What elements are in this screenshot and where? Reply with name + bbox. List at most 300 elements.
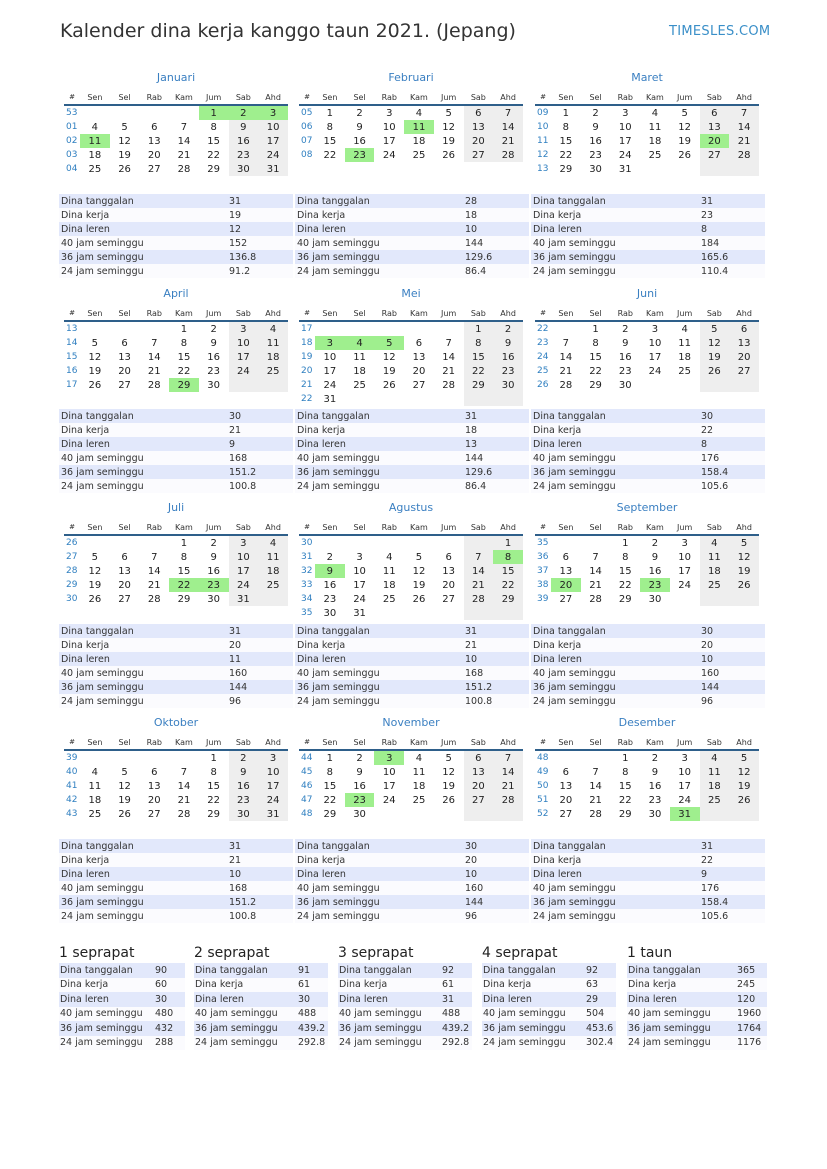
day-cell: 2 bbox=[651, 537, 659, 549]
week-number: 30 bbox=[301, 538, 313, 548]
day-cell: 10 bbox=[648, 337, 662, 349]
week-row bbox=[64, 134, 288, 148]
week-number: 01 bbox=[66, 122, 78, 132]
week-number: 26 bbox=[537, 380, 549, 390]
day-cell: 5 bbox=[445, 107, 452, 119]
day-cell: 24 bbox=[382, 794, 396, 806]
stats-label: Dina tanggalan bbox=[531, 839, 699, 853]
week-number: 11 bbox=[537, 136, 549, 146]
day-cell: 27 bbox=[442, 593, 456, 605]
day-cell: 21 bbox=[729, 134, 759, 148]
day-cell: 9 bbox=[592, 121, 599, 133]
stats-label: 36 jam seminggu bbox=[59, 465, 227, 479]
day-cell: 7 bbox=[151, 337, 158, 349]
day-cell: 18 bbox=[258, 564, 288, 578]
stats-label: 40 jam seminggu bbox=[59, 451, 227, 465]
stats-value: 144 bbox=[463, 895, 529, 909]
day-cell: 28 bbox=[147, 379, 161, 391]
stats-row bbox=[194, 963, 328, 978]
month-name: Desember bbox=[618, 716, 676, 729]
week-number: 39 bbox=[66, 753, 78, 763]
stats-value: 176 bbox=[699, 881, 765, 895]
stats-value: 11 bbox=[227, 652, 293, 666]
stats-label: 36 jam seminggu bbox=[295, 680, 463, 694]
week-number: 47 bbox=[301, 795, 313, 805]
day-cell: 30 bbox=[323, 607, 337, 619]
stats-value: 30 bbox=[227, 409, 293, 423]
weekday-header: Jum bbox=[199, 306, 229, 321]
empty-day-cell bbox=[404, 606, 434, 620]
month-name: September bbox=[616, 501, 678, 514]
stats-label: 24 jam seminggu bbox=[295, 694, 463, 708]
holiday-day-cell: 23 bbox=[199, 578, 229, 592]
day-cell: 13 bbox=[118, 351, 131, 363]
week-number: 43 bbox=[66, 809, 78, 819]
week-number: 50 bbox=[537, 781, 549, 791]
stats-label: 36 jam seminggu bbox=[482, 1021, 585, 1036]
stats-value: 439.2 bbox=[297, 1021, 328, 1036]
weekday-header: # bbox=[64, 520, 80, 535]
week-number: 44 bbox=[301, 753, 313, 763]
week-number: 53 bbox=[66, 108, 78, 118]
stats-value: 86.4 bbox=[463, 479, 529, 493]
day-cell: 27 bbox=[559, 593, 573, 605]
day-cell: 21 bbox=[589, 579, 602, 591]
week-row bbox=[299, 578, 523, 592]
holiday-day-cell: 2 bbox=[229, 105, 259, 120]
stats-value: 10 bbox=[699, 652, 765, 666]
week-number: 30 bbox=[66, 594, 78, 604]
weekday-header: Jum bbox=[670, 306, 700, 321]
day-cell: 2 bbox=[356, 752, 363, 764]
quarter-title: 3 seprapat bbox=[338, 945, 414, 961]
week-number: 10 bbox=[537, 122, 549, 132]
week-number: 37 bbox=[537, 566, 549, 576]
day-cell: 8 bbox=[326, 121, 334, 133]
stats-label: Dina leren bbox=[531, 867, 699, 881]
day-cell: 14 bbox=[464, 564, 494, 578]
day-cell: 19 bbox=[118, 794, 131, 806]
stats-row bbox=[59, 652, 293, 666]
empty-day-cell bbox=[700, 378, 730, 392]
stats-label: 24 jam seminggu bbox=[531, 479, 699, 493]
day-cell: 13 bbox=[464, 120, 494, 134]
week-number: 51 bbox=[537, 795, 549, 805]
stats-label: 24 jam seminggu bbox=[59, 264, 227, 278]
stats-row bbox=[59, 839, 293, 853]
week-number: 48 bbox=[301, 809, 313, 819]
day-cell: 27 bbox=[118, 379, 131, 391]
day-cell: 8 bbox=[464, 336, 494, 350]
day-cell: 1 bbox=[464, 321, 494, 336]
day-cell: 23 bbox=[648, 794, 662, 806]
day-cell: 15 bbox=[207, 780, 221, 792]
day-cell: 27 bbox=[118, 593, 131, 605]
stats-label: 36 jam seminggu bbox=[59, 250, 227, 264]
weekday-header: Rab bbox=[374, 90, 404, 105]
day-cell: 6 bbox=[562, 551, 570, 563]
stats-value: 151.2 bbox=[227, 895, 293, 909]
month-calendar bbox=[535, 520, 759, 606]
week-row bbox=[299, 364, 523, 378]
weekday-header: Ahd bbox=[493, 90, 523, 105]
month-maret bbox=[535, 70, 759, 176]
stats-row bbox=[295, 194, 529, 208]
day-cell: 10 bbox=[258, 120, 288, 134]
stats-value: 105.6 bbox=[699, 909, 765, 923]
empty-day-cell bbox=[700, 807, 730, 821]
day-cell: 15 bbox=[618, 565, 632, 577]
day-cell: 31 bbox=[258, 807, 288, 821]
stats-value: 29 bbox=[585, 992, 616, 1007]
stats-value: 129.6 bbox=[463, 465, 529, 479]
stats-row bbox=[482, 1021, 616, 1036]
day-cell: 6 bbox=[729, 321, 759, 336]
stats-label: Dina leren bbox=[338, 992, 441, 1007]
day-cell: 21 bbox=[147, 365, 161, 377]
stats-value: 158.4 bbox=[699, 895, 765, 909]
week-number: 34 bbox=[301, 594, 313, 604]
day-cell: 18 bbox=[700, 564, 730, 578]
weekday-header: Sen bbox=[315, 520, 345, 535]
empty-day-cell bbox=[581, 750, 611, 765]
stats-value: 160 bbox=[227, 666, 293, 680]
weekday-header: # bbox=[64, 735, 80, 750]
stats-label: Dina tanggalan bbox=[531, 409, 699, 423]
day-cell: 16 bbox=[493, 350, 523, 364]
day-cell: 29 bbox=[177, 593, 191, 605]
weekday-header: Sab bbox=[464, 90, 494, 105]
day-cell: 7 bbox=[592, 766, 599, 778]
week-row bbox=[64, 807, 288, 821]
day-cell: 1 bbox=[210, 752, 217, 764]
weekday-header: Sen bbox=[80, 735, 110, 750]
stats-value: 23 bbox=[699, 208, 765, 222]
stats-value: 453.6 bbox=[585, 1021, 616, 1036]
weekday-header: # bbox=[535, 520, 551, 535]
quarter-title: 1 seprapat bbox=[59, 945, 135, 961]
weekday-header: Sen bbox=[551, 306, 581, 321]
stats-row bbox=[531, 839, 765, 853]
stats-value: 8 bbox=[699, 437, 765, 451]
weekday-header: Sen bbox=[315, 90, 345, 105]
week-row bbox=[299, 592, 523, 606]
day-cell: 5 bbox=[700, 321, 730, 336]
stats-row bbox=[531, 465, 765, 479]
holiday-day-cell: 3 bbox=[374, 750, 404, 765]
day-cell: 25 bbox=[700, 793, 730, 807]
day-cell: 10 bbox=[678, 551, 692, 563]
month-stats-table bbox=[295, 409, 529, 493]
stats-row bbox=[531, 236, 765, 250]
day-cell: 17 bbox=[258, 779, 288, 793]
stats-row bbox=[531, 680, 765, 694]
day-cell: 16 bbox=[207, 565, 221, 577]
weekday-header: Rab bbox=[139, 306, 169, 321]
stats-label: Dina tanggalan bbox=[338, 963, 441, 978]
day-cell: 9 bbox=[229, 120, 259, 134]
month-name: Maret bbox=[631, 71, 663, 84]
day-cell: 4 bbox=[700, 750, 730, 765]
stats-value: 165.6 bbox=[699, 250, 765, 264]
day-cell: 17 bbox=[353, 579, 366, 591]
stats-row bbox=[531, 222, 765, 236]
month-november bbox=[299, 715, 523, 821]
month-calendar bbox=[299, 90, 523, 162]
weekday-header: Ahd bbox=[258, 735, 288, 750]
stats-row bbox=[295, 479, 529, 493]
day-cell: 21 bbox=[177, 794, 191, 806]
day-cell: 9 bbox=[210, 337, 217, 349]
day-cell: 16 bbox=[229, 134, 259, 148]
stats-label: Dina tanggalan bbox=[194, 963, 297, 978]
stats-value: 20 bbox=[699, 638, 765, 652]
stats-row bbox=[531, 451, 765, 465]
day-cell: 2 bbox=[210, 323, 217, 335]
stats-value: 20 bbox=[463, 853, 529, 867]
week-number: 48 bbox=[537, 753, 549, 763]
day-cell: 21 bbox=[442, 365, 456, 377]
stats-value: 288 bbox=[154, 1036, 185, 1051]
day-cell: 6 bbox=[121, 551, 128, 563]
day-cell: 12 bbox=[88, 565, 102, 577]
day-cell: 26 bbox=[118, 163, 131, 175]
stats-label: Dina leren bbox=[482, 992, 585, 1007]
day-cell: 2 bbox=[622, 323, 629, 335]
stats-label: 36 jam seminggu bbox=[295, 895, 463, 909]
day-cell: 24 bbox=[323, 379, 337, 391]
empty-day-cell bbox=[434, 535, 464, 550]
stats-label: Dina tanggalan bbox=[482, 963, 585, 978]
empty-day-cell bbox=[404, 807, 434, 821]
day-cell: 30 bbox=[648, 808, 662, 820]
stats-value: 100.8 bbox=[227, 909, 293, 923]
month-calendar bbox=[64, 306, 288, 392]
empty-day-cell bbox=[434, 392, 464, 406]
empty-day-cell bbox=[258, 592, 288, 606]
empty-day-cell bbox=[640, 162, 670, 176]
day-cell: 14 bbox=[493, 120, 523, 134]
stats-label: Dina tanggalan bbox=[59, 409, 227, 423]
day-cell: 23 bbox=[589, 149, 602, 161]
stats-label: Dina leren bbox=[531, 437, 699, 451]
stats-label: 40 jam seminggu bbox=[295, 881, 463, 895]
day-cell: 17 bbox=[618, 135, 632, 147]
weekday-header: Rab bbox=[139, 735, 169, 750]
holiday-day-cell: 9 bbox=[315, 564, 345, 578]
empty-day-cell bbox=[110, 750, 140, 765]
holiday-day-cell: 20 bbox=[700, 134, 730, 148]
stats-row bbox=[531, 208, 765, 222]
day-cell: 10 bbox=[258, 765, 288, 779]
day-cell: 13 bbox=[412, 351, 426, 363]
day-cell: 14 bbox=[559, 351, 573, 363]
stats-label: Dina kerja bbox=[194, 978, 297, 993]
empty-day-cell bbox=[345, 392, 375, 406]
weekday-header: Rab bbox=[610, 735, 640, 750]
day-cell: 6 bbox=[464, 105, 494, 120]
weekday-header: Sel bbox=[345, 90, 375, 105]
day-cell: 11 bbox=[258, 336, 288, 350]
weekday-header: Rab bbox=[610, 306, 640, 321]
stats-value: 110.4 bbox=[699, 264, 765, 278]
day-cell: 30 bbox=[207, 379, 221, 391]
day-cell: 27 bbox=[729, 364, 759, 378]
empty-day-cell bbox=[404, 321, 434, 336]
week-number: 17 bbox=[66, 380, 78, 390]
day-cell: 30 bbox=[589, 163, 602, 175]
brand-logo-link[interactable]: TIMESLES.COM bbox=[669, 24, 771, 39]
day-cell: 7 bbox=[464, 550, 494, 564]
stats-value: 151.2 bbox=[227, 465, 293, 479]
week-row bbox=[299, 378, 523, 392]
stats-label: Dina kerja bbox=[482, 978, 585, 993]
empty-day-cell bbox=[345, 321, 375, 336]
stats-row bbox=[338, 1021, 472, 1036]
week-number: 38 bbox=[537, 580, 549, 590]
stats-row bbox=[627, 1036, 767, 1051]
day-cell: 28 bbox=[589, 808, 602, 820]
stats-row bbox=[59, 236, 293, 250]
day-cell: 6 bbox=[445, 551, 452, 563]
stats-value: 480 bbox=[154, 1007, 185, 1022]
day-cell: 1 bbox=[326, 752, 334, 764]
day-cell: 25 bbox=[353, 379, 366, 391]
day-cell: 4 bbox=[91, 766, 99, 778]
stats-label: 40 jam seminggu bbox=[59, 881, 227, 895]
weekday-header: # bbox=[299, 306, 315, 321]
week-row bbox=[64, 148, 288, 162]
stats-row bbox=[531, 409, 765, 423]
day-cell: 4 bbox=[91, 121, 99, 133]
stats-value: 91 bbox=[297, 963, 328, 978]
day-cell: 28 bbox=[729, 148, 759, 162]
month-stats-table bbox=[531, 194, 765, 278]
month-name: Agustus bbox=[388, 501, 434, 514]
day-cell: 29 bbox=[493, 592, 523, 606]
stats-label: Dina kerja bbox=[59, 423, 227, 437]
week-row bbox=[64, 378, 288, 392]
stats-value: 30 bbox=[154, 992, 185, 1007]
day-cell: 28 bbox=[177, 808, 191, 820]
stats-label: Dina leren bbox=[295, 867, 463, 881]
month-juli bbox=[64, 500, 288, 606]
month-oktober bbox=[64, 715, 288, 821]
month-januari bbox=[64, 70, 288, 176]
stats-row bbox=[531, 881, 765, 895]
week-number: 35 bbox=[537, 538, 549, 548]
weekday-header: Rab bbox=[139, 520, 169, 535]
day-cell: 7 bbox=[151, 551, 158, 563]
stats-row bbox=[295, 264, 529, 278]
stats-value: 31 bbox=[227, 194, 293, 208]
stats-value: 31 bbox=[463, 409, 529, 423]
stats-value: 31 bbox=[699, 194, 765, 208]
stats-row bbox=[59, 881, 293, 895]
stats-value: 21 bbox=[227, 853, 293, 867]
day-cell: 12 bbox=[442, 766, 456, 778]
day-cell: 22 bbox=[618, 794, 632, 806]
stats-label: 36 jam seminggu bbox=[59, 680, 227, 694]
weekday-header: Sen bbox=[315, 735, 345, 750]
day-cell: 13 bbox=[559, 780, 573, 792]
day-cell: 12 bbox=[678, 121, 692, 133]
week-row bbox=[535, 134, 759, 148]
day-cell: 10 bbox=[618, 121, 632, 133]
week-number: 35 bbox=[301, 608, 313, 618]
day-cell: 11 bbox=[700, 765, 730, 779]
month-calendar bbox=[535, 306, 759, 392]
stats-label: 36 jam seminggu bbox=[531, 680, 699, 694]
week-row bbox=[535, 120, 759, 134]
day-cell: 21 bbox=[147, 579, 161, 591]
weekday-header: Sel bbox=[110, 306, 140, 321]
stats-row bbox=[531, 264, 765, 278]
stats-value: 61 bbox=[441, 978, 472, 993]
weekday-header: Ahd bbox=[258, 520, 288, 535]
stats-label: 36 jam seminggu bbox=[59, 895, 227, 909]
stats-row bbox=[194, 978, 328, 993]
stats-value: 160 bbox=[463, 881, 529, 895]
stats-value: 9 bbox=[227, 437, 293, 451]
weekday-header: Sel bbox=[345, 520, 375, 535]
day-cell: 15 bbox=[464, 350, 494, 364]
weekday-header: Rab bbox=[610, 520, 640, 535]
week-row bbox=[535, 807, 759, 821]
day-cell: 28 bbox=[442, 379, 456, 391]
day-cell: 6 bbox=[121, 337, 128, 349]
holiday-day-cell: 22 bbox=[169, 578, 199, 592]
weekday-header: Jum bbox=[670, 520, 700, 535]
day-cell: 5 bbox=[445, 752, 452, 764]
stats-value: 292.8 bbox=[441, 1036, 472, 1051]
stats-label: Dina leren bbox=[295, 437, 463, 451]
empty-day-cell bbox=[670, 592, 700, 606]
day-cell: 19 bbox=[412, 579, 426, 591]
week-row bbox=[299, 350, 523, 364]
empty-day-cell bbox=[434, 807, 464, 821]
stats-value: 184 bbox=[699, 236, 765, 250]
week-number: 28 bbox=[66, 566, 78, 576]
day-cell: 28 bbox=[559, 379, 573, 391]
day-cell: 11 bbox=[412, 766, 426, 778]
stats-label: 36 jam seminggu bbox=[295, 465, 463, 479]
stats-value: 1764 bbox=[736, 1021, 767, 1036]
day-cell: 1 bbox=[622, 537, 629, 549]
stats-value: 22 bbox=[699, 423, 765, 437]
day-cell: 7 bbox=[180, 121, 188, 133]
week-row bbox=[535, 779, 759, 793]
week-row bbox=[535, 321, 759, 336]
week-number: 41 bbox=[66, 781, 78, 791]
day-cell: 1 bbox=[493, 535, 523, 550]
day-cell: 11 bbox=[258, 550, 288, 564]
stats-label: Dina tanggalan bbox=[59, 194, 227, 208]
day-cell: 7 bbox=[592, 551, 599, 563]
stats-row bbox=[59, 1021, 185, 1036]
stats-label: Dina kerja bbox=[295, 423, 463, 437]
day-cell: 14 bbox=[729, 120, 759, 134]
day-cell: 16 bbox=[323, 579, 337, 591]
day-cell: 15 bbox=[589, 351, 602, 363]
week-number: 13 bbox=[66, 324, 78, 334]
empty-day-cell bbox=[581, 535, 611, 550]
day-cell: 9 bbox=[622, 337, 629, 349]
weekday-header: Jum bbox=[199, 735, 229, 750]
week-row bbox=[535, 793, 759, 807]
stats-row bbox=[59, 479, 293, 493]
stats-label: Dina tanggalan bbox=[59, 963, 154, 978]
